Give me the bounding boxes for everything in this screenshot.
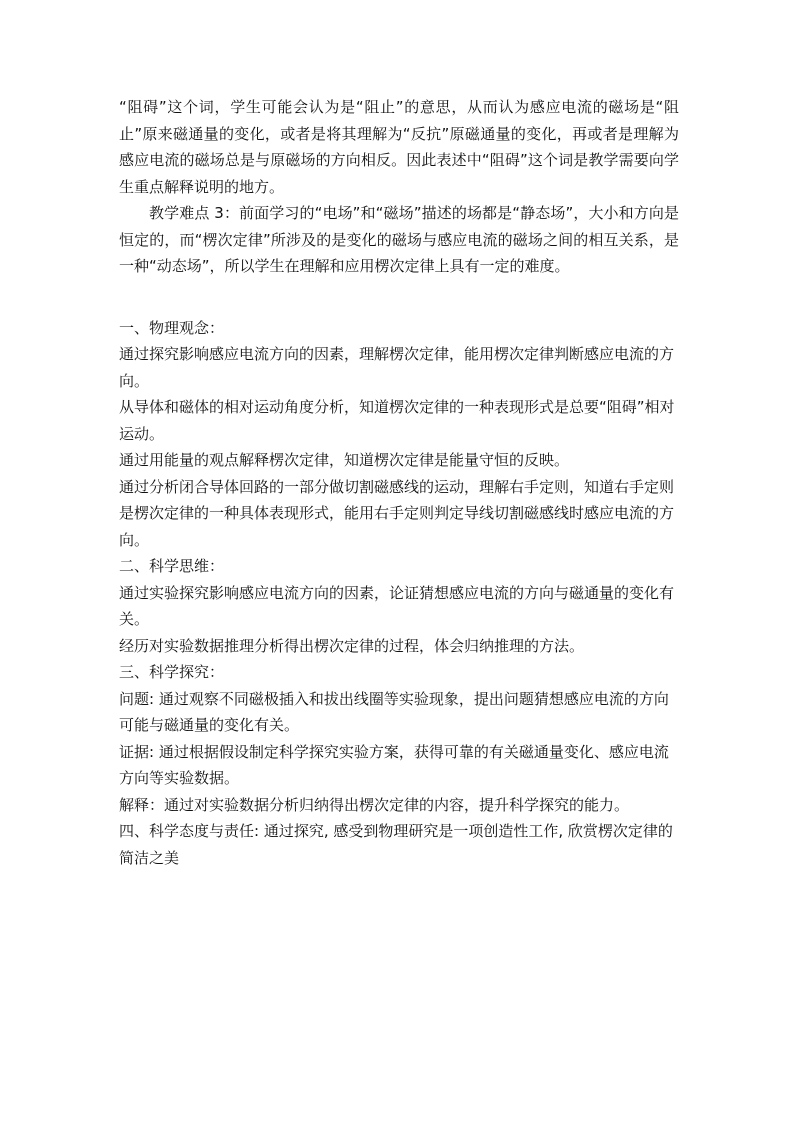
paragraph-gap — [119, 280, 679, 315]
section-scientific-inquiry-heading: 三、科学探究： — [119, 663, 225, 681]
scientific-thinking-item: 经历对实验数据推理分析得出楞次定律的过程，体会归纳推理的方法。 — [119, 636, 585, 655]
scientific-thinking-item: 通过实验探究影响感应电流方向的因素，论证猜想感应电流的方向与磁通量的变化有关。 — [119, 583, 675, 628]
teaching-difficulty-paragraph: 教学难点 3：前面学习的“电场”和“磁场”描述的场都是“静态场”，大小和方向是恒定的，而“楞次定律”所涉及的是变化的磁场与感应电流的磁场之间的相互关系，是一种“动态场”，所以学生在理解和应用楞次定律上具有一定的难度。 — [119, 204, 679, 275]
physics-concept-item: 从导体和磁体的相对运动角度分析，知道楞次定律的一种表现形式是总要“阻碍”相对运动。 — [119, 398, 675, 443]
physics-concept-item: 通过分析闭合导体回路的一部分做切割磁感线的运动，理解右手定则，知道右手定则是楞次定律的一种具体表现形式，能用右手定则判定导线切割磁感线时感应电流的方向。 — [119, 477, 675, 549]
physics-concept-item: 通过探究影响感应电流方向的因素，理解楞次定律，能用楞次定律判断感应电流的方向。 — [119, 345, 675, 390]
section-physics-concept-heading: 一、物理观念： — [119, 318, 225, 337]
document-content — [119, 94, 679, 871]
section-attitude-responsibility: 四、科学态度与责任: 通过探究, 感受到物理研究是一项创造性工作, 欣赏楞次定律的简洁之美 — [119, 822, 673, 867]
scientific-inquiry-item: 解释：通过对实验数据分析归纳得出楞次定律的内容，提升科学探究的能力。 — [119, 795, 630, 814]
section-scientific-thinking-heading: 二、科学思维： — [119, 557, 225, 575]
physics-concept-item: 通过用能量的观点解释楞次定律，知道楞次定律是能量守恒的反映。 — [119, 451, 570, 469]
intro-paragraph: “阻碍”这个词，学生可能会认为是“阻止”的意思，从而认为感应电流的磁场是“阻止”原来磁通量的变化，或者是将其理解为“反抗”原磁通量的变化，再或者是理解为感应电流的磁场总是与原磁场的方向相反。因此表述中“阻碍”这个词是教学需要向学生重点解释说明的地方。 — [119, 98, 679, 196]
scientific-inquiry-item: 问题: 通过观察不同磁极插入和拔出线圈等实验现象，提出问题猜想感应电流的方向可能与磁通量的变化有关。 — [119, 689, 669, 734]
scientific-inquiry-item: 证据: 通过根据假设制定科学探究实验方案，获得可靠的有关磁通量变化、感应电流方向等实验数据。 — [119, 742, 669, 787]
